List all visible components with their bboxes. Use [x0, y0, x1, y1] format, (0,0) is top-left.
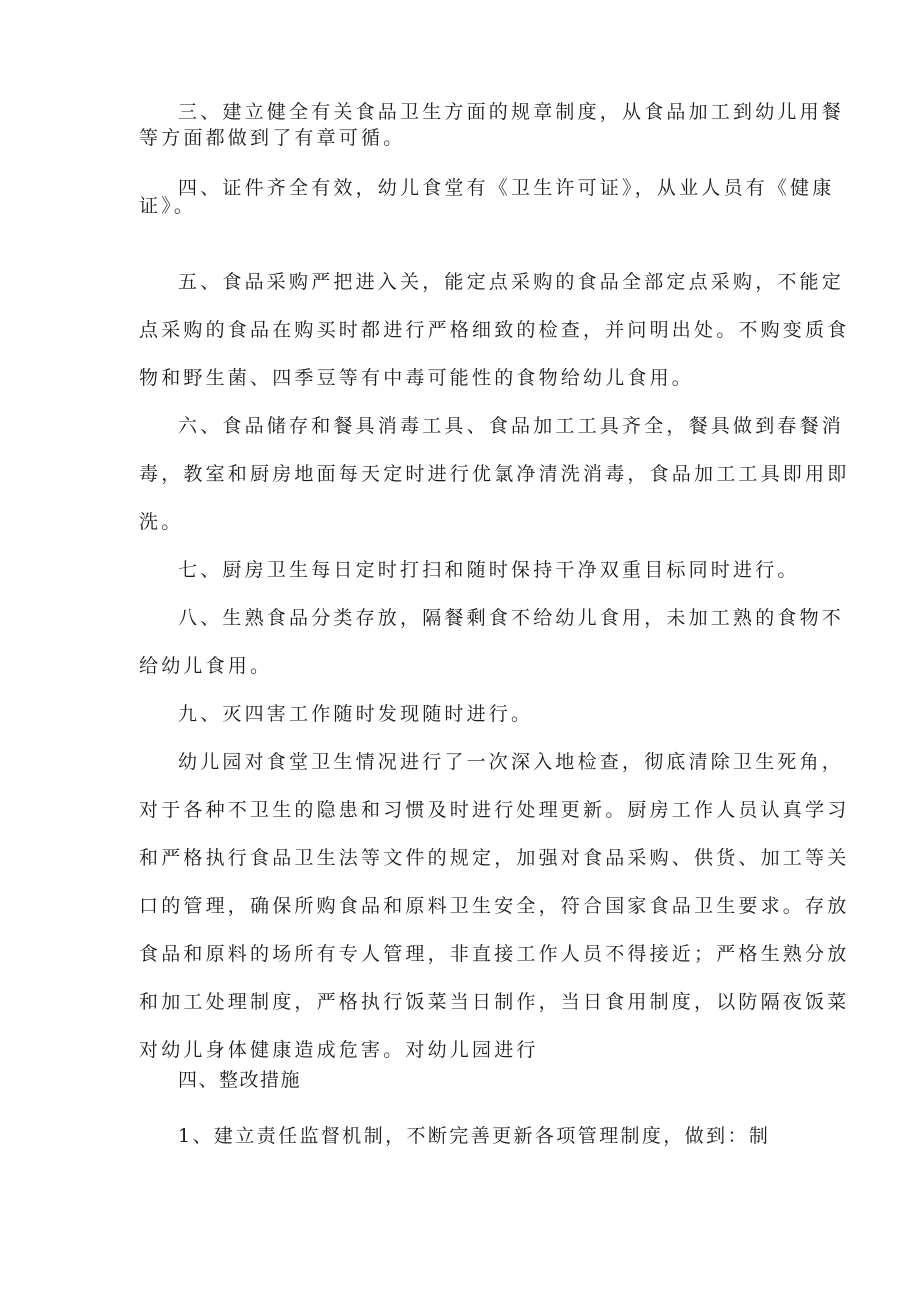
text-line: 三、建立健全有关食品卫生方面的规章制度，从食品加工到幼儿用餐 — [178, 101, 845, 123]
text-line: 点采购的食品在购买时都进行严格细致的检查，并问明出处。不购变质食 — [139, 319, 850, 341]
text-line: 物和野生菌、四季豆等有中毒可能性的食物给幼儿食用。 — [139, 367, 695, 389]
text-line: 等方面都做到了有章可循。 — [139, 127, 406, 149]
text-line: 对幼儿身体健康造成危害。对幼儿园进行 — [139, 1039, 539, 1061]
text-line: 六、食品储存和餐具消毒工具、食品加工工具齐全，餐具做到春餐消 — [178, 415, 845, 437]
text-line: 和严格执行食品卫生法等文件的规定，加强对食品采购、供货、加工等关 — [139, 847, 850, 869]
text-line: 洗。 — [139, 511, 184, 533]
text-line: 给幼儿食用。 — [139, 655, 273, 677]
text-line: 八、生熟食品分类存放，隔餐剩食不给幼儿食用，未加工熟的食物不 — [178, 607, 845, 629]
text-line: 证》。 — [139, 195, 197, 217]
text-line: 1、建立责任监督机制，不断完善更新各项管理制度，做到：制 — [178, 1125, 771, 1147]
text-line: 五、食品采购严把进入关，能定点采购的食品全部定点采购，不能定 — [178, 271, 845, 293]
text-line: 毒，教室和厨房地面每天定时进行优氯净清洗消毒，食品加工工具即用即 — [139, 463, 850, 485]
text-line: 九、灭四害工作随时发现随时进行。 — [178, 703, 534, 725]
section-heading: 四、整改措施 — [178, 1069, 302, 1091]
text-line: 七、厨房卫生每日定时打扫和随时保持干净双重目标同时进行。 — [178, 559, 800, 581]
text-line: 和加工处理制度，严格执行饭菜当日制作，当日食用制度，以防隔夜饭菜 — [139, 991, 850, 1013]
text-line: 对于各种不卫生的隐患和习惯及时进行处理更新。厨房工作人员认真学习 — [139, 799, 850, 821]
text-line: 四、证件齐全有效，幼儿食堂有《卫生许可证》，从业人员有《健康 — [178, 177, 835, 199]
text-line: 幼儿园对食堂卫生情况进行了一次深入地检查，彻底清除卫生死角， — [178, 751, 845, 773]
text-line: 食品和原料的场所有专人管理，非直接工作人员不得接近；严格生熟分放 — [139, 943, 850, 965]
text-line: 口的管理，确保所购食品和原料卫生安全，符合国家食品卫生要求。存放 — [139, 895, 850, 917]
